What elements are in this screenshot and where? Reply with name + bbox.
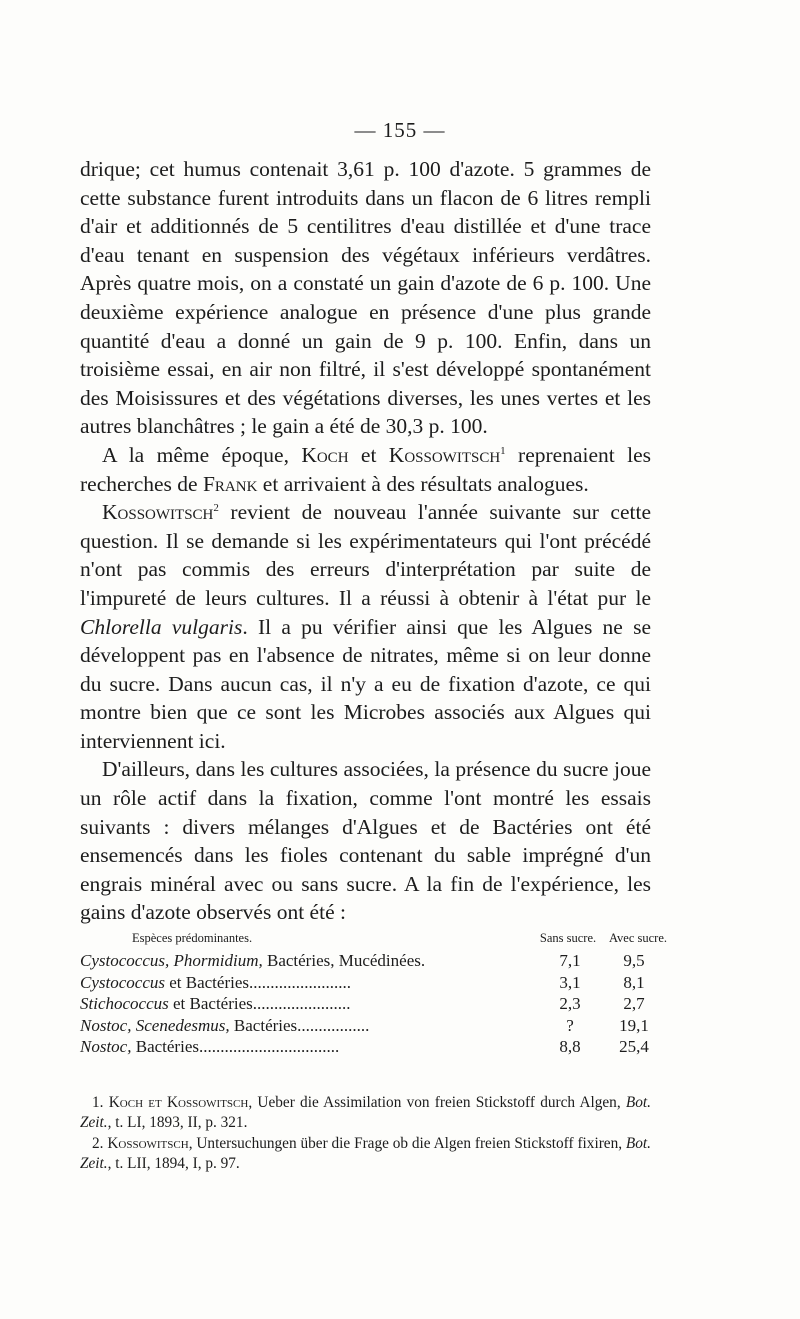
footnote-authors: Kossowitsch bbox=[107, 1134, 189, 1152]
value-with-sugar: 25,4 bbox=[619, 1036, 649, 1056]
species-cell bbox=[80, 1015, 369, 1036]
footnote-1 bbox=[80, 1093, 651, 1134]
paragraph-3 bbox=[80, 498, 651, 755]
table-row bbox=[80, 1015, 651, 1036]
value-without-sugar: 7,1 bbox=[559, 951, 581, 971]
species-rest: Bactéries bbox=[131, 1036, 199, 1056]
table-row bbox=[80, 950, 651, 971]
species-rest: et Bactéries bbox=[164, 972, 249, 992]
species-italic: Cystococcus, Phormidium, bbox=[80, 951, 263, 971]
footnote-ref-2: 2 bbox=[213, 502, 219, 515]
footnote-citation: , t. LII, 1894, I, p. 97. bbox=[107, 1155, 240, 1173]
paragraph-1: drique; cet humus contenait 3,61 p. 100 d'azote. 5 grammes de cette substance furent introduits dans un flacon de 6 litres rempli d'air et additionnés de 5 centilitres d'eau distillée et d'une trace d'eau tenant en suspension des végétaux inférieurs verdâtres. Après quatre mois, on a constaté un gain d'azote de 6 p. 100. Une deuxième expérience analogue en présence d'une plus grande quantité d'eau a donné un gain de 9 p. 100. Enfin, dans un troisième essai, en air non filtré, il s'est développé spontanément des Moisissures et des végétations diverses, les unes vertes et les autres blanchâtres ; le gain a été de 30,3 p. 100. bbox=[80, 157, 651, 439]
species-italic: Nostoc, bbox=[80, 1036, 132, 1056]
header-without-sugar: Sans sucre. bbox=[539, 931, 597, 945]
species-rest: Bactéries, Mucédinées. bbox=[262, 951, 426, 971]
footnote-2 bbox=[80, 1134, 651, 1175]
page-number: — 155 — bbox=[354, 118, 446, 142]
species-italic: Stichococcus bbox=[80, 994, 169, 1014]
paragraph-4: D'ailleurs, dans les cultures associées, la présence du sucre joue un rôle actif dans la fixation, comme l'ont montré les essais suivants : divers mélanges d'Algues et de Bactéries ont été ensemencés dans les fioles contenant du sable imprégné d'un engrais minéral avec ou sans sucre. A la fin de l'expérience, les gains d'azote observés ont été : bbox=[80, 757, 651, 925]
species-rest: et Bactéries bbox=[168, 994, 253, 1014]
species-rest: Bactéries bbox=[229, 1015, 298, 1035]
value-with-sugar: 19,1 bbox=[619, 1015, 649, 1035]
table-row bbox=[80, 993, 651, 1014]
author-kossowitsch: Kossowitsch bbox=[388, 442, 501, 467]
value-without-sugar: 8,8 bbox=[559, 1036, 581, 1056]
author-kossowitsch-2: Kossowitsch bbox=[102, 500, 214, 525]
species-cell bbox=[80, 950, 425, 971]
table-header bbox=[80, 929, 668, 950]
footnote-title: , Ueber die Assimilation von freien Stickstoff durch Algen, bbox=[248, 1094, 626, 1111]
header-with-sugar: Avec sucre. bbox=[608, 931, 668, 945]
value-without-sugar: 3,1 bbox=[559, 972, 581, 992]
body-text bbox=[80, 155, 651, 927]
footnote-ref-1: 1 bbox=[500, 444, 506, 457]
footnote-number: 2. bbox=[92, 1134, 104, 1152]
footnote-journal: Bot. Zeit. bbox=[80, 1134, 651, 1173]
species-italic: Cystococcus bbox=[80, 972, 165, 992]
footnote-citation: , t. LI, 1893, II, p. 321. bbox=[107, 1114, 248, 1132]
footnote-title: , Untersuchungen über die Frage ob die Algen freien Stickstoff fixiren, bbox=[188, 1134, 626, 1152]
p3-text-b: . Il a pu vérifier ainsi que les Algues ne se développent pas en l'absence de nitrates, même si on leur donne du sucre. Dans aucun cas, il n'y a eu de fixation d'azote, ce qui montre bien que ce sont les Microbes associés aux Algues qui interviennent ici. bbox=[80, 614, 651, 753]
value-without-sugar: ? bbox=[566, 1015, 574, 1035]
species-cell bbox=[80, 1036, 339, 1057]
table-row bbox=[80, 972, 651, 993]
value-with-sugar: 9,5 bbox=[623, 951, 645, 971]
author-koch: Koch bbox=[301, 442, 349, 467]
paragraph-2 bbox=[80, 441, 651, 498]
value-with-sugar: 2,7 bbox=[623, 994, 645, 1014]
value-without-sugar: 2,3 bbox=[559, 994, 581, 1014]
author-frank: Frank bbox=[202, 471, 258, 496]
leader-dots: ................................. bbox=[198, 1036, 340, 1056]
nitrogen-gain-table bbox=[80, 929, 668, 1057]
p3-text-a: revient de nouveau l'année suivante sur cette question. Il se demande si les expérimentateurs qui l'ont précédé n'ont pas commis des erreurs d'interprétation par suite de l'impureté de leurs cultures. Il a réussi à obtenir à l'état pur le bbox=[80, 500, 651, 610]
p2-text-d: et arrivaient à des résultats analogues. bbox=[257, 471, 589, 496]
footnotes bbox=[80, 1093, 651, 1175]
species-chlorella: Chlorella vulgaris bbox=[80, 614, 243, 639]
p2-text-c: reprenaient les recherches de bbox=[80, 442, 651, 496]
footnote-journal: Bot. Zeit. bbox=[80, 1094, 651, 1132]
footnote-number: 1. bbox=[92, 1094, 104, 1111]
species-italic: Nostoc, Scenedesmus, bbox=[80, 1015, 230, 1035]
table-row bbox=[80, 1036, 651, 1057]
species-cell bbox=[80, 972, 351, 993]
p2-text-b: et bbox=[348, 442, 389, 467]
leader-dots: ....................... bbox=[252, 994, 351, 1014]
leader-dots: ........................ bbox=[249, 972, 351, 992]
footnote-authors: Koch et Kossowitsch bbox=[108, 1094, 249, 1111]
leader-dots: ................. bbox=[297, 1015, 370, 1035]
p2-text-a: A la même époque, bbox=[102, 442, 302, 467]
value-with-sugar: 8,1 bbox=[623, 972, 645, 992]
header-species: Espèces prédominantes. bbox=[132, 931, 253, 945]
species-cell bbox=[80, 993, 351, 1014]
